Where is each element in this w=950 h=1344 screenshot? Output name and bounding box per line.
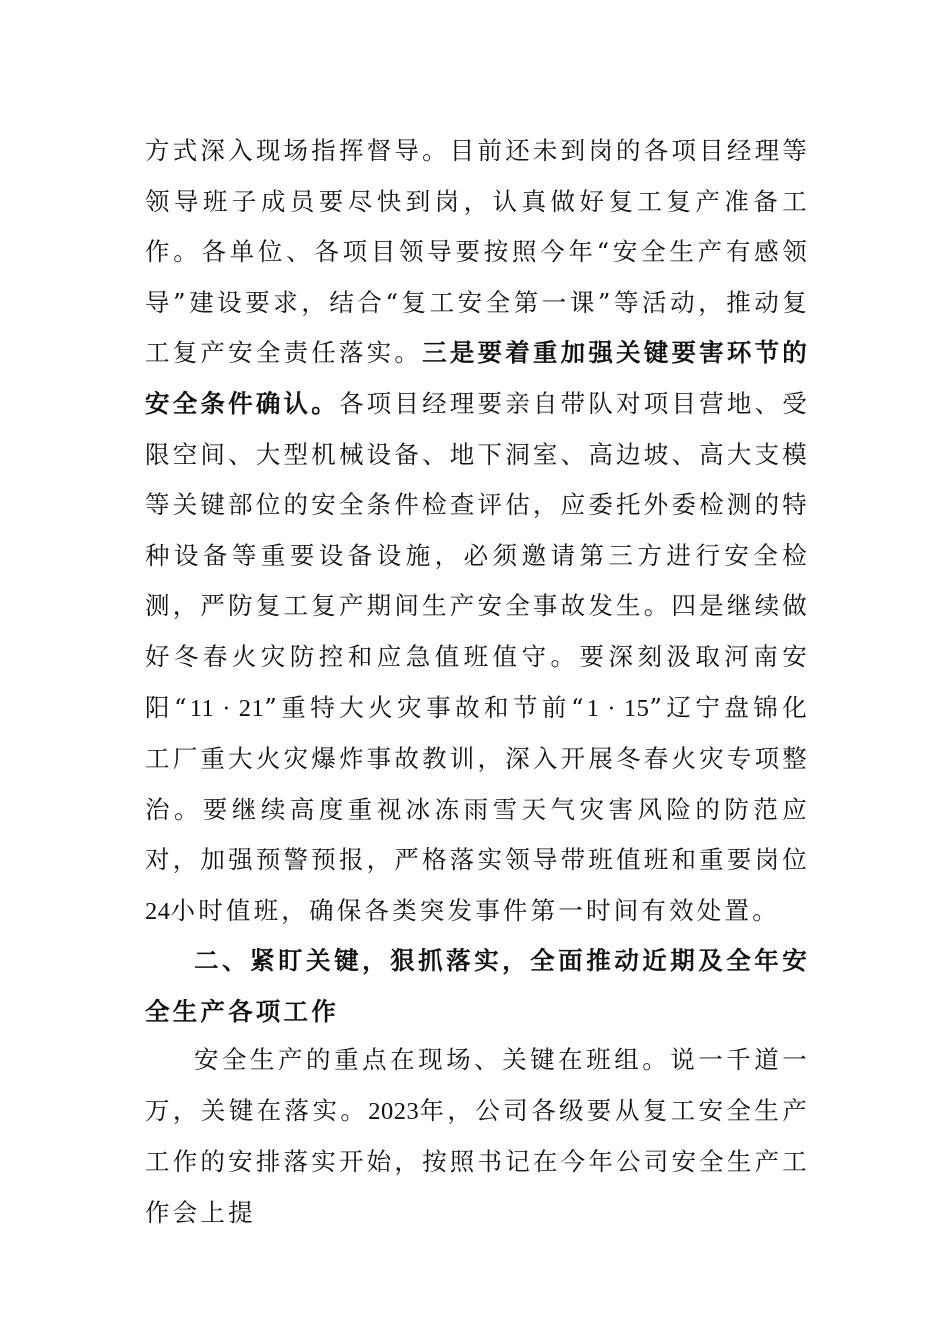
body-paragraph-continued (145, 126, 810, 938)
body-paragraph (145, 1035, 810, 1238)
hours-number: 24 (145, 897, 171, 925)
paragraph-text: 小时值班，确保各类突发事件第一时间有效处置。 (170, 895, 780, 925)
paragraph-text: ”重特大火灾事故和节前“ (264, 692, 587, 722)
incident-date-number: 1 · 15 (586, 694, 650, 722)
section-heading: 二、紧盯关键，狠抓落实，全面推动近期及全年安全生产各项工作 (145, 946, 810, 1026)
paragraph-text: 安全生产的重点在现场、关键在班组。说一千道一万，关键在落实。 (145, 1045, 810, 1125)
bold-key-point-three: 三是要着重加强关键要害环节的安全条件确认。 (145, 338, 810, 418)
paragraph-text: 年，公司各级要从复工安全生产工作的安排落实开始，按照书记在今年公司安全生产工作会上提 (145, 1095, 810, 1227)
paragraph-text: 方式深入现场指挥督导。目前还未到岗的各项目经理等领导班子成员要尽快到岗，认真做好复工复产准备工作。各单位、各项目领导要按照今年“安全生产有感领导”建设要求，结合“复工安全第一课”等活动，推动复工复产安全责任落实。 (145, 136, 810, 368)
paragraph-text: ”辽宁盘锦化工厂重大火灾爆炸事故教训，深入开展冬春火灾专项整治。要继续高度重视冰冻雨雪天气灾害风险的防范应对，加强预警预报，严格落实领导带班值班和重要岗位 (145, 692, 810, 875)
paragraph-text: 各项目经理要亲自带队对项目营地、受限空间、大型机械设备、地下洞室、高边坡、高大支模等关键部位的安全条件检查评估，应委托外委检测的特种设备等重要设备设施，必须邀请第三方进行安全检测，严防复工复产期间生产安全事故发生。四是继续做好冬春火灾防控和应急值班值守。要深刻汲取河南安阳“ (145, 388, 810, 722)
incident-date-number: 11 · 21 (189, 694, 265, 722)
year-number: 2023 (368, 1097, 420, 1125)
